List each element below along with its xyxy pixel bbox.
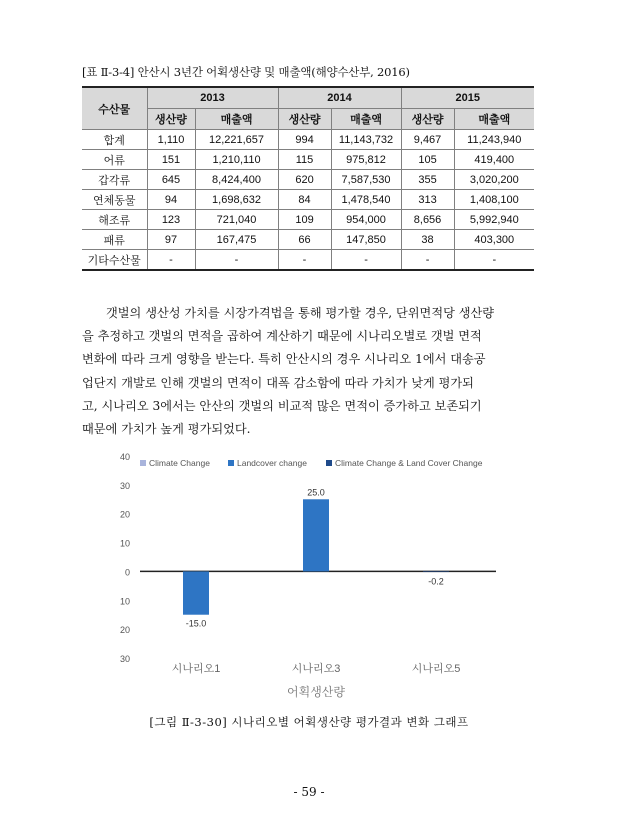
row-label-cell: 합계 xyxy=(82,130,147,150)
production-table xyxy=(82,86,534,271)
table-cell: 167,475 xyxy=(195,230,278,250)
table-cell: 9,467 xyxy=(401,130,454,150)
table-cell: 1,698,632 xyxy=(195,190,278,210)
row-label-cell: 패류 xyxy=(82,230,147,250)
table-body xyxy=(82,130,534,271)
table-cell: 38 xyxy=(401,230,454,250)
table-cell: 147,850 xyxy=(331,230,401,250)
table-cell: - xyxy=(454,250,534,271)
year-header: 2014 xyxy=(278,87,401,109)
paragraph-line: 을 추정하고 갯벌의 면적을 곱하여 계산하기 때문에 시나리오별로 갯벌 면적 xyxy=(82,329,482,344)
bar xyxy=(423,571,449,572)
table-row xyxy=(82,150,534,170)
table-cell: - xyxy=(278,250,331,271)
table-cell: 94 xyxy=(147,190,195,210)
table-cell: 12,221,657 xyxy=(195,130,278,150)
figure-caption: [그림 Ⅱ-3-30] 시나리오별 어획생산량 평가결과 변화 그래프 xyxy=(149,715,469,729)
bar xyxy=(303,499,329,571)
legend-swatch xyxy=(228,460,234,466)
table-row xyxy=(82,130,534,150)
table-cell: 1,210,110 xyxy=(195,150,278,170)
table-cell: 1,408,100 xyxy=(454,190,534,210)
x-axis-title: 어획생산량 xyxy=(287,685,345,699)
bar-chart xyxy=(100,446,500,708)
category-label: 시나리오1 xyxy=(171,663,221,675)
data-label: 25.0 xyxy=(307,487,325,498)
data-label: -15.0 xyxy=(185,618,207,629)
table-cell: 721,040 xyxy=(195,210,278,230)
category-label: 시나리오3 xyxy=(291,663,341,675)
table-cell: 8,424,400 xyxy=(195,170,278,190)
table-cell: 5,992,940 xyxy=(454,210,534,230)
subheader: 생산량 xyxy=(401,109,454,130)
table-cell: 11,143,732 xyxy=(331,130,401,150)
chart-svg xyxy=(100,446,500,708)
subheader: 매출액 xyxy=(331,109,401,130)
table-cell: 66 xyxy=(278,230,331,250)
y-tick-label: 10 xyxy=(119,596,130,607)
table-cell: 109 xyxy=(278,210,331,230)
table-cell: 419,400 xyxy=(454,150,534,170)
table-row xyxy=(82,230,534,250)
legend-swatch xyxy=(140,460,146,466)
table-row xyxy=(82,250,534,271)
legend-swatch xyxy=(326,460,332,466)
table-cell: 7,587,530 xyxy=(331,170,401,190)
y-tick-label: 40 xyxy=(119,452,130,462)
table-cell: - xyxy=(147,250,195,271)
paragraph-line: 업단지 개발로 인해 갯벌의 면적이 대폭 감소함에 따라 가치가 낮게 평가되 xyxy=(82,375,474,390)
row-label-cell: 해조류 xyxy=(82,210,147,230)
y-tick-label: 10 xyxy=(119,538,130,549)
row-label-cell: 어류 xyxy=(82,150,147,170)
table-cell: 3,020,200 xyxy=(454,170,534,190)
subheader: 생산량 xyxy=(147,109,195,130)
paragraph-line: 때문에 가치가 높게 평가되었다. xyxy=(82,422,251,437)
table-cell: 975,812 xyxy=(331,150,401,170)
year-header: 2013 xyxy=(147,87,278,109)
y-tick-label: 30 xyxy=(119,480,130,491)
legend-label: Climate Change xyxy=(149,458,210,468)
corner-header: 수산물 xyxy=(82,87,147,130)
subheader: 매출액 xyxy=(195,109,278,130)
subheader: 매출액 xyxy=(454,109,534,130)
table-cell: 97 xyxy=(147,230,195,250)
table-cell: 8,656 xyxy=(401,210,454,230)
table-cell: 11,243,940 xyxy=(454,130,534,150)
table-cell: 1,478,540 xyxy=(331,190,401,210)
row-label-cell: 기타수산물 xyxy=(82,250,147,271)
subheader: 생산량 xyxy=(278,109,331,130)
table-subheader-row xyxy=(82,109,534,130)
body-paragraph xyxy=(82,302,537,441)
table-cell: 313 xyxy=(401,190,454,210)
row-label-cell: 연체동물 xyxy=(82,190,147,210)
table-cell: 115 xyxy=(278,150,331,170)
paragraph-line: 갯벌의 생산성 가치를 시장가격법을 통해 평가할 경우, 단위면적당 생산량 xyxy=(106,306,495,320)
table-caption: [표 Ⅱ-3-4] 안산시 3년간 어획생산량 및 매출액(해양수산부, 2016) xyxy=(82,65,410,79)
table-cell: 403,300 xyxy=(454,230,534,250)
table-cell: 123 xyxy=(147,210,195,230)
table-header-row xyxy=(82,87,534,109)
paragraph-line: 고, 시나리오 3에서는 안산의 갯벌의 비교적 많은 면적이 증가하고 보존되기 xyxy=(82,398,482,413)
table-cell: - xyxy=(401,250,454,271)
table-cell: - xyxy=(195,250,278,271)
bar xyxy=(183,571,209,614)
category-label: 시나리오5 xyxy=(411,663,461,675)
paragraph-line: 변화에 따라 크게 영향을 받는다. 특히 안산시의 경우 시나리오 1에서 대송공 xyxy=(82,352,486,367)
table-cell: 994 xyxy=(278,130,331,150)
row-label-cell: 갑각류 xyxy=(82,170,147,190)
table-cell: 645 xyxy=(147,170,195,190)
table-cell: - xyxy=(331,250,401,271)
table-cell: 954,000 xyxy=(331,210,401,230)
year-header: 2015 xyxy=(401,87,534,109)
data-label: -0.2 xyxy=(428,576,444,587)
page-number: - 59 - xyxy=(293,785,325,799)
table-cell: 355 xyxy=(401,170,454,190)
table-row xyxy=(82,170,534,190)
table-row xyxy=(82,210,534,230)
table-cell: 1,110 xyxy=(147,130,195,150)
table-row xyxy=(82,190,534,210)
table-cell: 84 xyxy=(278,190,331,210)
table-cell: 620 xyxy=(278,170,331,190)
y-tick-label: 0 xyxy=(124,567,130,578)
legend-label: Landcover change xyxy=(237,458,307,468)
y-tick-label: 20 xyxy=(119,625,130,636)
table-cell: 151 xyxy=(147,150,195,170)
table-cell: 105 xyxy=(401,150,454,170)
legend-label: Climate Change & Land Cover Change xyxy=(335,458,483,468)
y-tick-label: 30 xyxy=(119,654,130,664)
y-tick-label: 20 xyxy=(119,509,130,520)
